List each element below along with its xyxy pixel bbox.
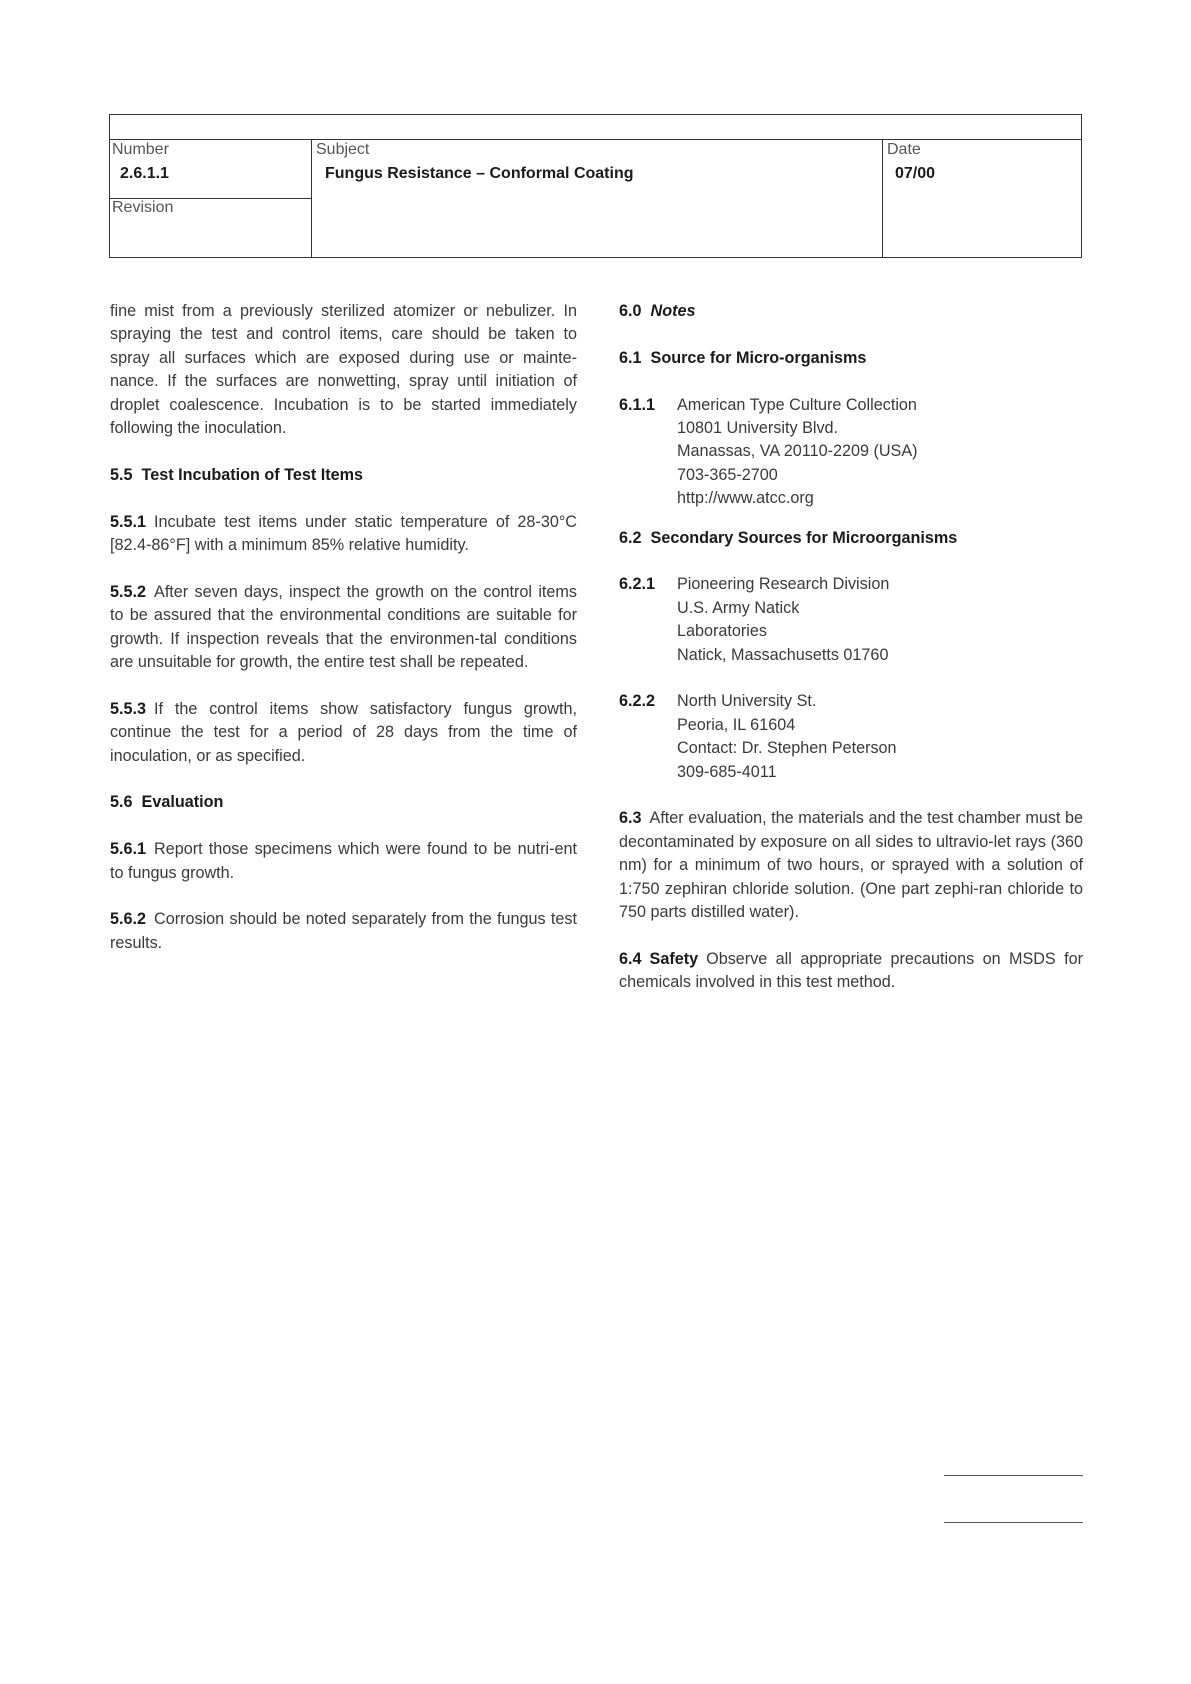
section-6-3 (619, 807, 1083, 924)
section-number: 6.4 (619, 949, 642, 968)
section-5-5-2 (110, 581, 577, 675)
section-5-5-3 (110, 698, 577, 768)
date-value: 07/00 (895, 165, 936, 182)
address-line: 10801 University Blvd. (677, 419, 839, 437)
header-top-band (110, 115, 1081, 140)
address-line: Pioneering Research Division (677, 575, 890, 594)
address-line: Peoria, IL 61604 (677, 715, 796, 734)
address-line: Manassas, VA 20110-2209 (USA) (677, 442, 918, 461)
section-5-5-heading (110, 464, 577, 487)
section-text: After seven days, inspect the growth on the control items to be assured that the environmental conditions are suitable for growth. If inspection reveals that the environmen-tal conditions are unsuitable for growth, the entire test shall be repeated. (110, 582, 577, 672)
section-number: 6.3 (619, 809, 642, 828)
section-title: Safety (649, 949, 699, 968)
section-number: 6.2 (619, 528, 642, 547)
section-text: After evaluation, the materials and the test chamber must be decontaminated by exposure on all sides to ultravio-let rays (360 nm) for a minimum of two hours, or sprayed with a solution of 1:750 zephiran chloride solution. (One part zephi-ran chloride to 750 parts distilled water). (619, 809, 1083, 922)
section-title: Evaluation (141, 793, 224, 812)
section-5-6-2 (110, 908, 577, 955)
section-text: Report those specimens which were found to be nutri-ent to fungus growth. (110, 840, 577, 882)
section-5-5-1 (110, 511, 577, 558)
section-title: Secondary Sources for Microorganisms (650, 528, 958, 547)
contact-line: Contact: Dr. Stephen Peterson (677, 739, 897, 758)
phone-line: 309-685-4011 (677, 762, 777, 781)
section-number: 6.2.1 (619, 575, 656, 594)
date-label: Date (887, 141, 921, 158)
section-6-2-2-address (619, 690, 1083, 784)
section-number: 5.6.2 (110, 910, 147, 929)
revision-label: Revision (112, 199, 174, 216)
section-5-6-heading (110, 791, 577, 814)
intro-paragraph: fine mist from a previously sterilized atomizer or nebulizer. In spraying the test and control items, care should be taken to spray all surfaces which are exposed during use or mainte-nance. If the surfaces are nonwetting, spray until initiation of droplet coalescence. Incubation is to be started immediately following the inoculation. (110, 302, 577, 438)
section-6-1-heading (619, 347, 1083, 370)
section-number: 6.0 (619, 302, 642, 320)
section-text: Incubate test items under static temperature of 28-30°C [82.4-86°F] with a minimum 85% relative humidity. (110, 512, 577, 555)
section-number: 6.1.1 (619, 395, 656, 414)
footer-rule-2 (944, 1522, 1083, 1523)
section-title: Notes (650, 302, 696, 320)
section-title: Test Incubation of Test Items (141, 465, 364, 484)
section-number: 5.6 (110, 793, 133, 812)
document-header-table (109, 114, 1082, 258)
left-column (110, 300, 577, 955)
address-line: Laboratories (677, 622, 767, 641)
section-6-1-1-address (619, 394, 1083, 511)
website-line: http://www.atcc.org (677, 489, 814, 508)
section-6-2-heading (619, 527, 1083, 550)
subject-label: Subject (316, 141, 370, 158)
right-column (619, 300, 1083, 995)
section-6-0-heading (619, 300, 1083, 323)
address-line: American Type Culture Collection (677, 395, 917, 414)
subject-value: Fungus Resistance – Conformal Coating (325, 165, 634, 182)
section-number: 5.5.3 (110, 699, 147, 718)
section-number: 5.5.1 (110, 512, 147, 531)
number-label: Number (112, 141, 169, 158)
section-number: 5.6.1 (110, 840, 147, 859)
number-value: 2.6.1.1 (120, 165, 169, 182)
section-text: Corrosion should be noted separately from the fungus test results. (110, 910, 577, 952)
section-number: 5.5.2 (110, 582, 147, 601)
phone-line: 703-365-2700 (677, 465, 778, 484)
section-6-2-1-address (619, 573, 1083, 667)
address-line: Natick, Massachusetts 01760 (677, 645, 889, 664)
section-5-6-1 (110, 838, 577, 885)
section-text: Observe all appropriate precautions on MSDS for chemicals involved in this test method. (619, 949, 1083, 992)
section-number: 5.5 (110, 465, 133, 484)
section-6-4 (619, 948, 1083, 995)
address-line: North University St. (677, 692, 817, 711)
section-number: 6.1 (619, 348, 642, 367)
section-text: If the control items show satisfactory fungus growth, continue the test for a period of 28 days from the time of inoculation, or as specified. (110, 699, 577, 765)
address-line: U.S. Army Natick (677, 598, 800, 617)
section-number: 6.2.2 (619, 692, 656, 711)
header-divider-date (882, 139, 883, 257)
footer-rule-1 (944, 1475, 1083, 1476)
section-title: Source for Micro-organisms (650, 348, 867, 367)
